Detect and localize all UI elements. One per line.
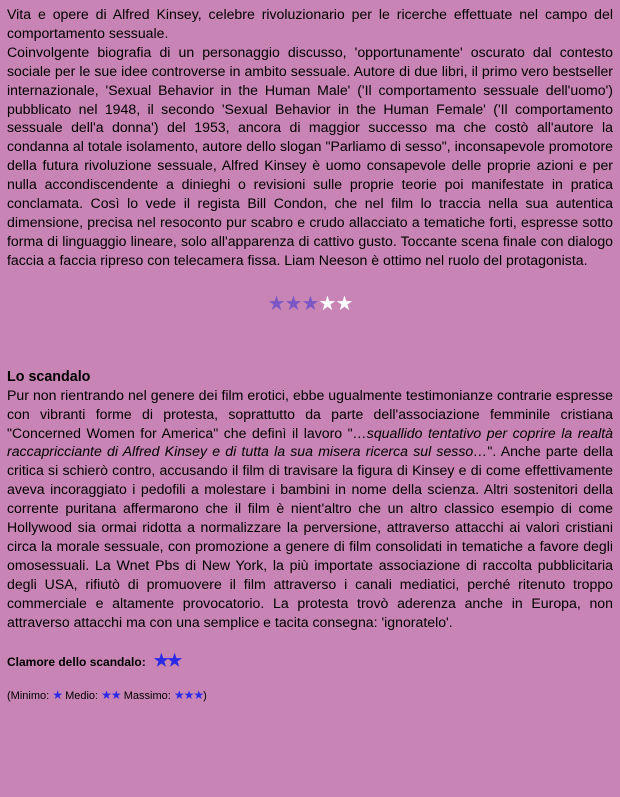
review-body: Coinvolgente biografia di un personaggio discusso, 'opportunamente' oscurato dal contesto sociale per le sue idee controverse in ambito sessuale. Autore di due libri, il primo vero bestseller internazionale, 'Sexual Behavior in the Human Male' ('Il comportamento sessuale dell'uomo') pubblicato nel 1948, il secondo 'Sexual Behavior in the Human Female' ('Il comportamento sessuale dell'a donna') del 1953, ancora di maggior successo ma che costò all'autore la condanna al totale isolamento, autore dello slogan "Parliamo di sesso", inconsapevole promotore della futura rivoluzione sessuale, Alfred Kinsey è uomo consapevole delle proprie azioni e per nulla accondiscendente a dinieghi o revisioni sulle proprie teorie poi manifestate in pratica conclamata. Così lo vede il regista Bill Condon, che nel film lo traccia nella sua autentica dimensione, precisa nel resoconto pur scabro e crudo allacciato a tematiche forti, espresse sotto forma di linguaggio lineare, solo all'apparenza di cattivo gusto. Toccante scena finale con dialogo faccia a faccia ripreso con telecamera fissa. Liam Neeson è ottimo nel ruolo del protagonista. — [7, 43, 613, 268]
scandal-text-start: Pur non rientrando nel genere dei film erotici, ebbe ugualmente testimonianze contrarie espresse con vibranti forme di protesta, soprattutto da parte dell'associazione femminile cristiana "Concerned Women for America" che definì il lavoro " — [7, 386, 613, 441]
star-filled-icon: ★ — [284, 292, 303, 315]
legend-medio-star-icon: ★★ — [101, 688, 121, 703]
scandal-level-label: Clamore dello scandalo: — [7, 655, 146, 670]
legend-open: (Minimo: — [7, 690, 50, 703]
scandal-text-end: ". Anche parte della critica si schierò contro, accusando il film di travisare la figura di Kinsey e di come effettivamente aveva incoraggiato i pedofili a molestare i bambini in nome della scienza. Altri sostenitori della corrente puritana affermarono che il film è nient'altro che un altro classico esempio di come Hollywood sia ormai ridotta a normalizzare la perversione, attraverso attacchi ai valori cristiani circa la morale sessuale, con promozione a genere di film consolidati in tematiche a favore degli omosessuali. La Wnet Pbs di New York, la più importate associazione di raccolta pubblicitaria degli USA, rifiutò di promuovere il film attraverso i canali mediatici, perché ritenuto troppo commerciale e altamente provocatorio. La protesta trovò aderenza anche in Europa, non attraverso attacchi ma con una semplice e tacita consegna: 'ignoratelo'. — [7, 443, 613, 630]
legend-min-star-icon: ★ — [52, 688, 62, 703]
legend-massimo-label: Massimo: — [123, 690, 171, 703]
star-filled-icon: ★ — [301, 292, 320, 315]
scandal-heading: Lo scandalo — [7, 368, 91, 385]
scandal-text — [7, 386, 613, 632]
scandal-level — [7, 653, 613, 670]
star-empty-icon: ★ — [318, 292, 337, 315]
legend-medio-label: Medio: — [65, 690, 99, 703]
legend-massimo-star-icon: ★★★ — [173, 688, 204, 703]
star-rating — [7, 292, 613, 316]
star-empty-icon: ★ — [335, 292, 354, 315]
star-filled-icon: ★ — [267, 292, 286, 315]
legend-close: ) — [203, 690, 207, 703]
scandal-quote: …squallido tentativo per coprire la realtà raccapricciante di Alfred Kinsey e di tutta la sua misera ricerca sul sesso… — [7, 424, 613, 460]
review-intro: Vita e opere di Alfred Kinsey, celebre rivoluzionario per le ricerche effettuate nel campo del comportamento sessuale. — [7, 6, 613, 41]
scandal-legend — [7, 688, 613, 703]
scandal-level-stars-icon: ★★ — [153, 651, 181, 671]
